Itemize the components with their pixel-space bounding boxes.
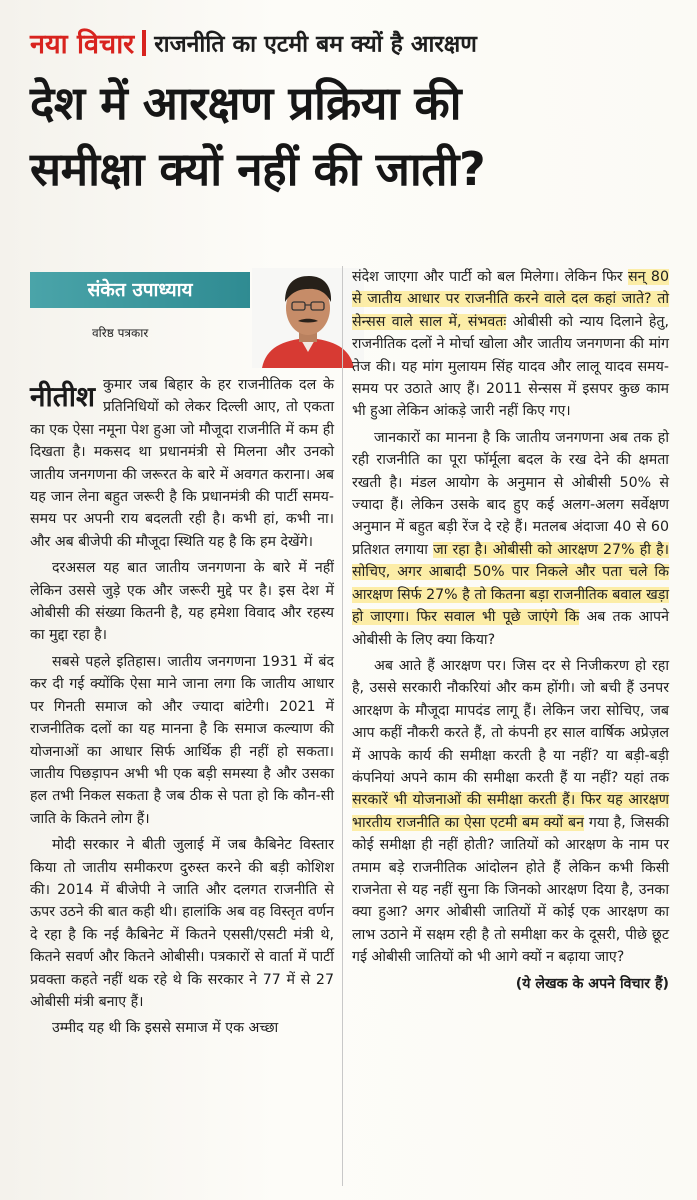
paragraph — [352, 427, 669, 651]
topic-line: राजनीति का एटमी बम क्यों है आरक्षण — [154, 31, 477, 58]
author-portrait-icon — [252, 268, 364, 368]
paragraph — [352, 655, 669, 969]
paragraph-intro — [30, 374, 334, 553]
header-strip — [30, 24, 670, 66]
article-column-2 — [352, 266, 669, 995]
paragraph: उम्मीद यह थी कि इससे समाज में एक अच्छा — [52, 1020, 279, 1037]
headline-line-1: देश में आरक्षण प्रक्रिया की — [30, 76, 462, 130]
byline-band — [30, 272, 250, 308]
highlighted-text: सरकारें भी योजनाओं की समीक्षा करती हैं। फिर यह आरक्षण भारतीय राजनीति का ऐसा एटमी बम क्यों बन — [352, 792, 669, 831]
text-run: अब तक आपने ओबीसी के लिए क्या किया? — [352, 609, 669, 648]
paragraph — [352, 266, 669, 423]
paragraph: सबसे पहले इतिहास। जातीय जनगणना 1931 में बंद कर दी गई क्योंकि ऐसा माने जाना लगा कि जातीय आधार पर गिनती समाज को और ज्यादा बांटेगी। 2021 में राजनीतिक दलों का यह मानना है कि समाज कल्याण की योजनाओं का आधार सिर्फ आर्थिक ही नहीं हो सकता। जातीय पिछड़ापन अभी भी एक बड़ी समस्या है और उसका हल तभी निकल सकता है जब ठीक से पता हो कि कौन-सी जाति के कितने लोग हैं। — [30, 653, 334, 827]
text-run: जानकारों का मानना है कि जातीय जनगणना अब तक हो रही राजनीति का पूरा फॉर्मूला बदल के रख देने की क्षमता रखती है। मंडल आयोग के अनुमान से ओबीसी 50% से ज्यादा हैं। लेकिन उसके बाद हुए कई अलग-अलग सर्वेक्षण अनुमान में बहुत बड़ी रेंज दे रहे हैं। मतलब अंदाजा 40 से 60 प्रतिशत लगाया — [352, 429, 669, 558]
paragraph-intro-text: कुमार जब बिहार के हर राजनीतिक दल के प्रतिनिधियों को लेकर दिल्ली आए, तो एकता का एक ऐसा नमूना पेश हुआ जो मौजूदा राजनीति में कम ही दिखता है। मकसद था प्रधानमंत्री से मिलना और उनको जातीय जनगणना की जरूरत के बारे में अवगत कराना। अब यह जान लेना बहुत जरूरी है कि प्रधानमंत्री की पार्टी समय-समय पर अपनी राय बदलती रही है। कभी हां, कभी ना। और अब बीजेपी की मौजूदा स्थिति यह है कि हम देखेंगे। — [30, 377, 334, 550]
text-run: गया है, जिसकी कोई समीक्षा ही नहीं होती? जातियों को आरक्षण के नाम पर तमाम बड़े राजनीतिक आंदोलन होते हैं लेकिन कभी किसी राजनेता से यह नहीं सुना कि जिनको आरक्षण दिया है, उनका क्या हुआ? अगर ओबीसी जातियों में कोई एक आरक्षण का लाभ उठाने में सक्षम रही है तो समीक्षा कर के दूसरी, पीछे छूट गई ओबीसी जातियों को भी आगे क्यों न बढ़ाया जाए? — [352, 814, 669, 966]
text-run: अब आते हैं आरक्षण पर। जिस दर से निजीकरण हो रहा है, उससे सरकारी नौकरियां और कम होंगी। जो बची हैं उनपर आरक्षण के मौजूदा मापदंड लागू हैं। लेकिन जरा सोचिए, जब आप कहीं नौकरी करते हैं, तो कंपनी हर साल वार्षिक अप्रेज़ल में आपके कार्य की समीक्षा करती है या नहीं? या बड़ी-बड़ी कंपनियां अपने काम की समीक्षा करती हैं या नहीं? यहां तक — [352, 657, 669, 786]
headline-line-2: समीक्षा क्यों नहीं की जाती? — [30, 142, 486, 196]
section-kicker: नया विचार — [30, 29, 135, 60]
author-name: संकेत उपाध्याय — [87, 279, 193, 301]
drop-word: नीतीश — [30, 380, 96, 413]
paragraph: मोदी सरकार ने बीती जुलाई में जब कैबिनेट विस्तार किया तो जातीय समीकरण दुरुस्त करने की बड़ी कोशिश की। 2014 में बीजेपी ने जाति और दलगत राजनीति से ऊपर उठने की बात कही थी। हालांकि अब वह विस्तृत वर्णन दे रहा है कि नई कैबिनेट में कितने एससी/एसटी मंत्री थे, कितने सवर्ण और कितने ओबीसी। पत्रकारों से वार्ता में पार्टी प्रवक्ता कहते नहीं थक रहे थे कि सरकार ने 77 में से 27 ओबीसी मंत्री बनाए हैं। — [30, 837, 334, 1010]
author-photo — [252, 268, 364, 368]
author-role: वरिष्ठ पत्रकार — [92, 326, 149, 340]
byline — [30, 268, 334, 368]
text-run: संदेश जाएगा और पार्टी को बल मिलेगा। लेकिन फिर — [352, 269, 623, 285]
text-run: ओबीसी को न्याय दिलाने हेतु, राजनीतिक दलों ने मोर्चा खोला और जातीय जनगणना की मांग तेज की। यह मांग मुलायम सिंह यादव और लालू यादव समय-समय पर उठाते आए हैं। 2011 सेन्सस में इसपर कुछ काम भी हुआ लेकिन आंकड़े जारी नहीं किए गए। — [352, 313, 669, 420]
column-divider — [342, 266, 343, 1186]
kicker-divider — [142, 30, 146, 56]
author-disclaimer: (ये लेखक के अपने विचार हैं) — [515, 975, 669, 992]
paragraph: दरअसल यह बात जातीय जनगणना के बारे में नहीं लेकिन उससे जुड़े एक और जरूरी मुद्दे पर है। इस देश में ओबीसी की संख्या कितनी है, यह हमेशा विवाद और रहस्य का मुद्दा रहा है। — [30, 560, 334, 644]
highlighted-text: सन् 80 से जातीय आधार पर राजनीति करने वाले दल कहां जाते? तो सेन्सस वाले साल में, संभवतः — [352, 269, 669, 330]
article-column-1 — [30, 374, 334, 1044]
headline — [30, 70, 685, 202]
highlighted-text: जा रहा है। ओबीसी को आरक्षण 27% ही है। सोचिए, अगर आबादी 50% पार निकले और पता चले कि आरक्षण सिर्फ 27% है तो कितना बड़ा राजनीतिक बवाल खड़ा हो जाएगा। फिर सवाल भी पूछे जाएंगे कि — [352, 541, 670, 626]
